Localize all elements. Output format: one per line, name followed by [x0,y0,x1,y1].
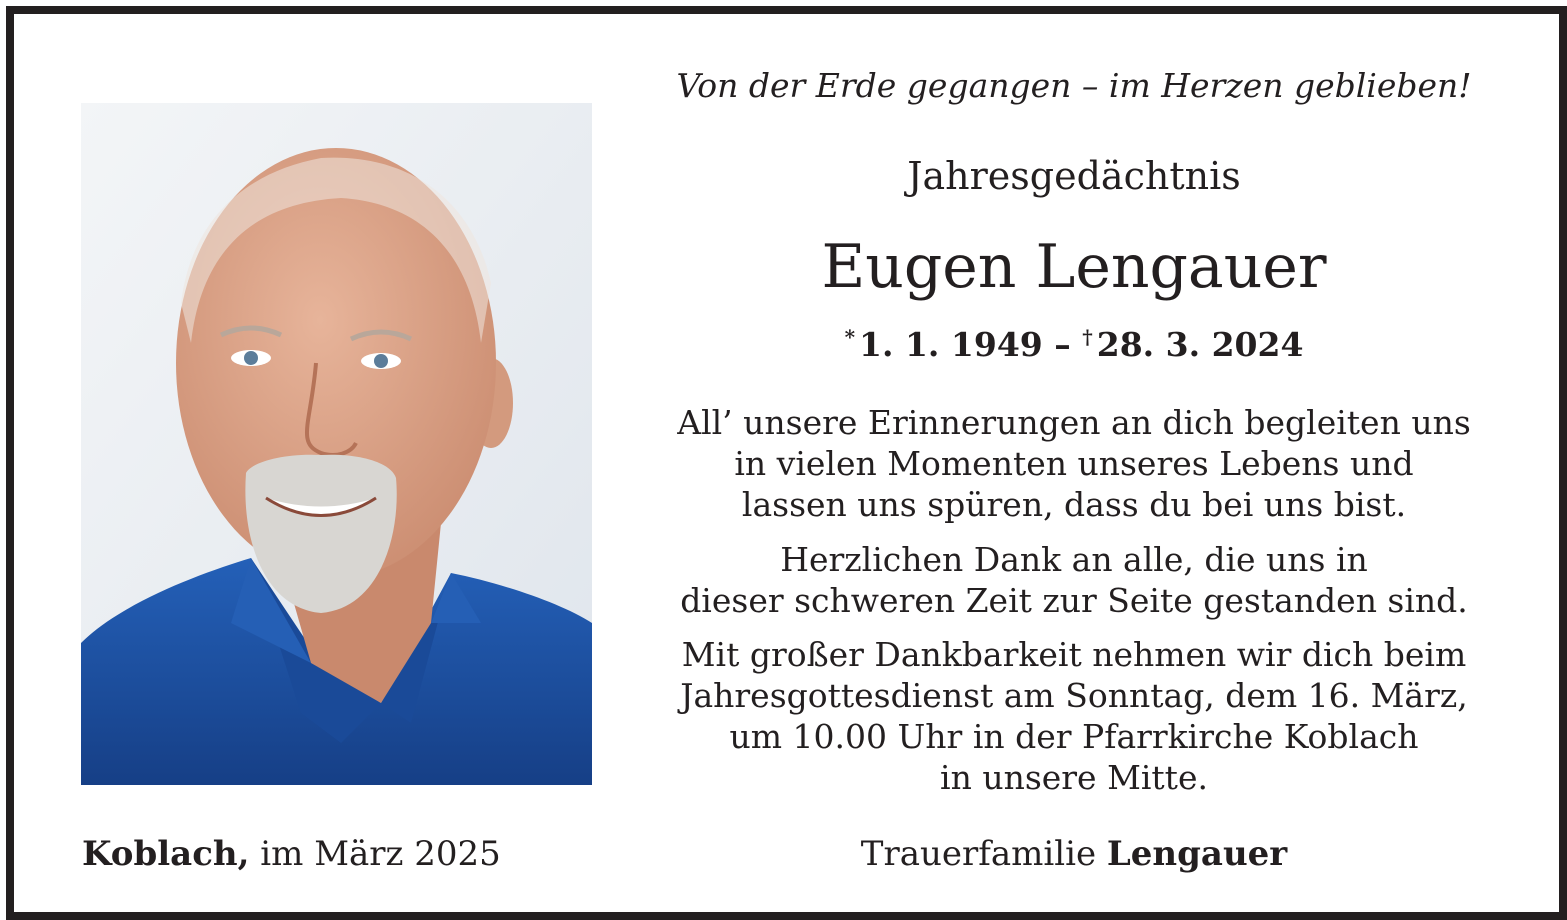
paragraph-line: Mit großer Dankbarkeit nehmen wir dich beim [681,635,1467,674]
place-name: Koblach, [82,834,250,874]
signature-family: Lengauer [1106,834,1288,874]
paragraph-line: in unsere Mitte. [940,758,1208,797]
obituary-card [6,6,1567,920]
motto: Von der Erde gegangen – im Herzen geblieben! [676,66,1472,105]
notice-type: Jahresgedächtnis [907,154,1241,198]
paragraph-line: Herzlichen Dank an alle, die uns in [780,540,1368,579]
signature [659,834,1489,874]
paragraph-line: Jahresgottesdienst am Sonntag, dem 16. März, [680,676,1468,715]
paragraph-line: dieser schweren Zeit zur Seite gestanden sind. [680,581,1468,620]
death-date: 28. 3. 2024 [1096,325,1304,364]
birth-date: 1. 1. 1949 [859,325,1043,364]
death-symbol: † [1082,325,1093,349]
paragraph-line: um 10.00 Uhr in der Pfarrkirche Koblach [729,717,1419,756]
thanks-paragraph [659,539,1489,621]
signature-prefix: Trauerfamilie [860,834,1097,874]
date-separator: – [1054,325,1071,364]
paragraph-line: in vielen Momenten unseres Lebens und [734,444,1414,483]
birth-symbol: * [844,325,856,349]
deceased-name: Eugen Lengauer [821,232,1327,302]
portrait-illustration [81,103,592,785]
paragraph-line: lassen uns spüren, dass du bei uns bist. [741,485,1407,524]
memory-paragraph [659,402,1489,525]
life-dates [659,325,1489,364]
place-date: im März 2025 [260,834,501,874]
paragraph-line: All’ unsere Erinnerungen an dich begleiten uns [677,403,1471,442]
place-and-date [82,834,501,874]
portrait-photo [81,103,592,785]
service-paragraph [659,634,1489,798]
